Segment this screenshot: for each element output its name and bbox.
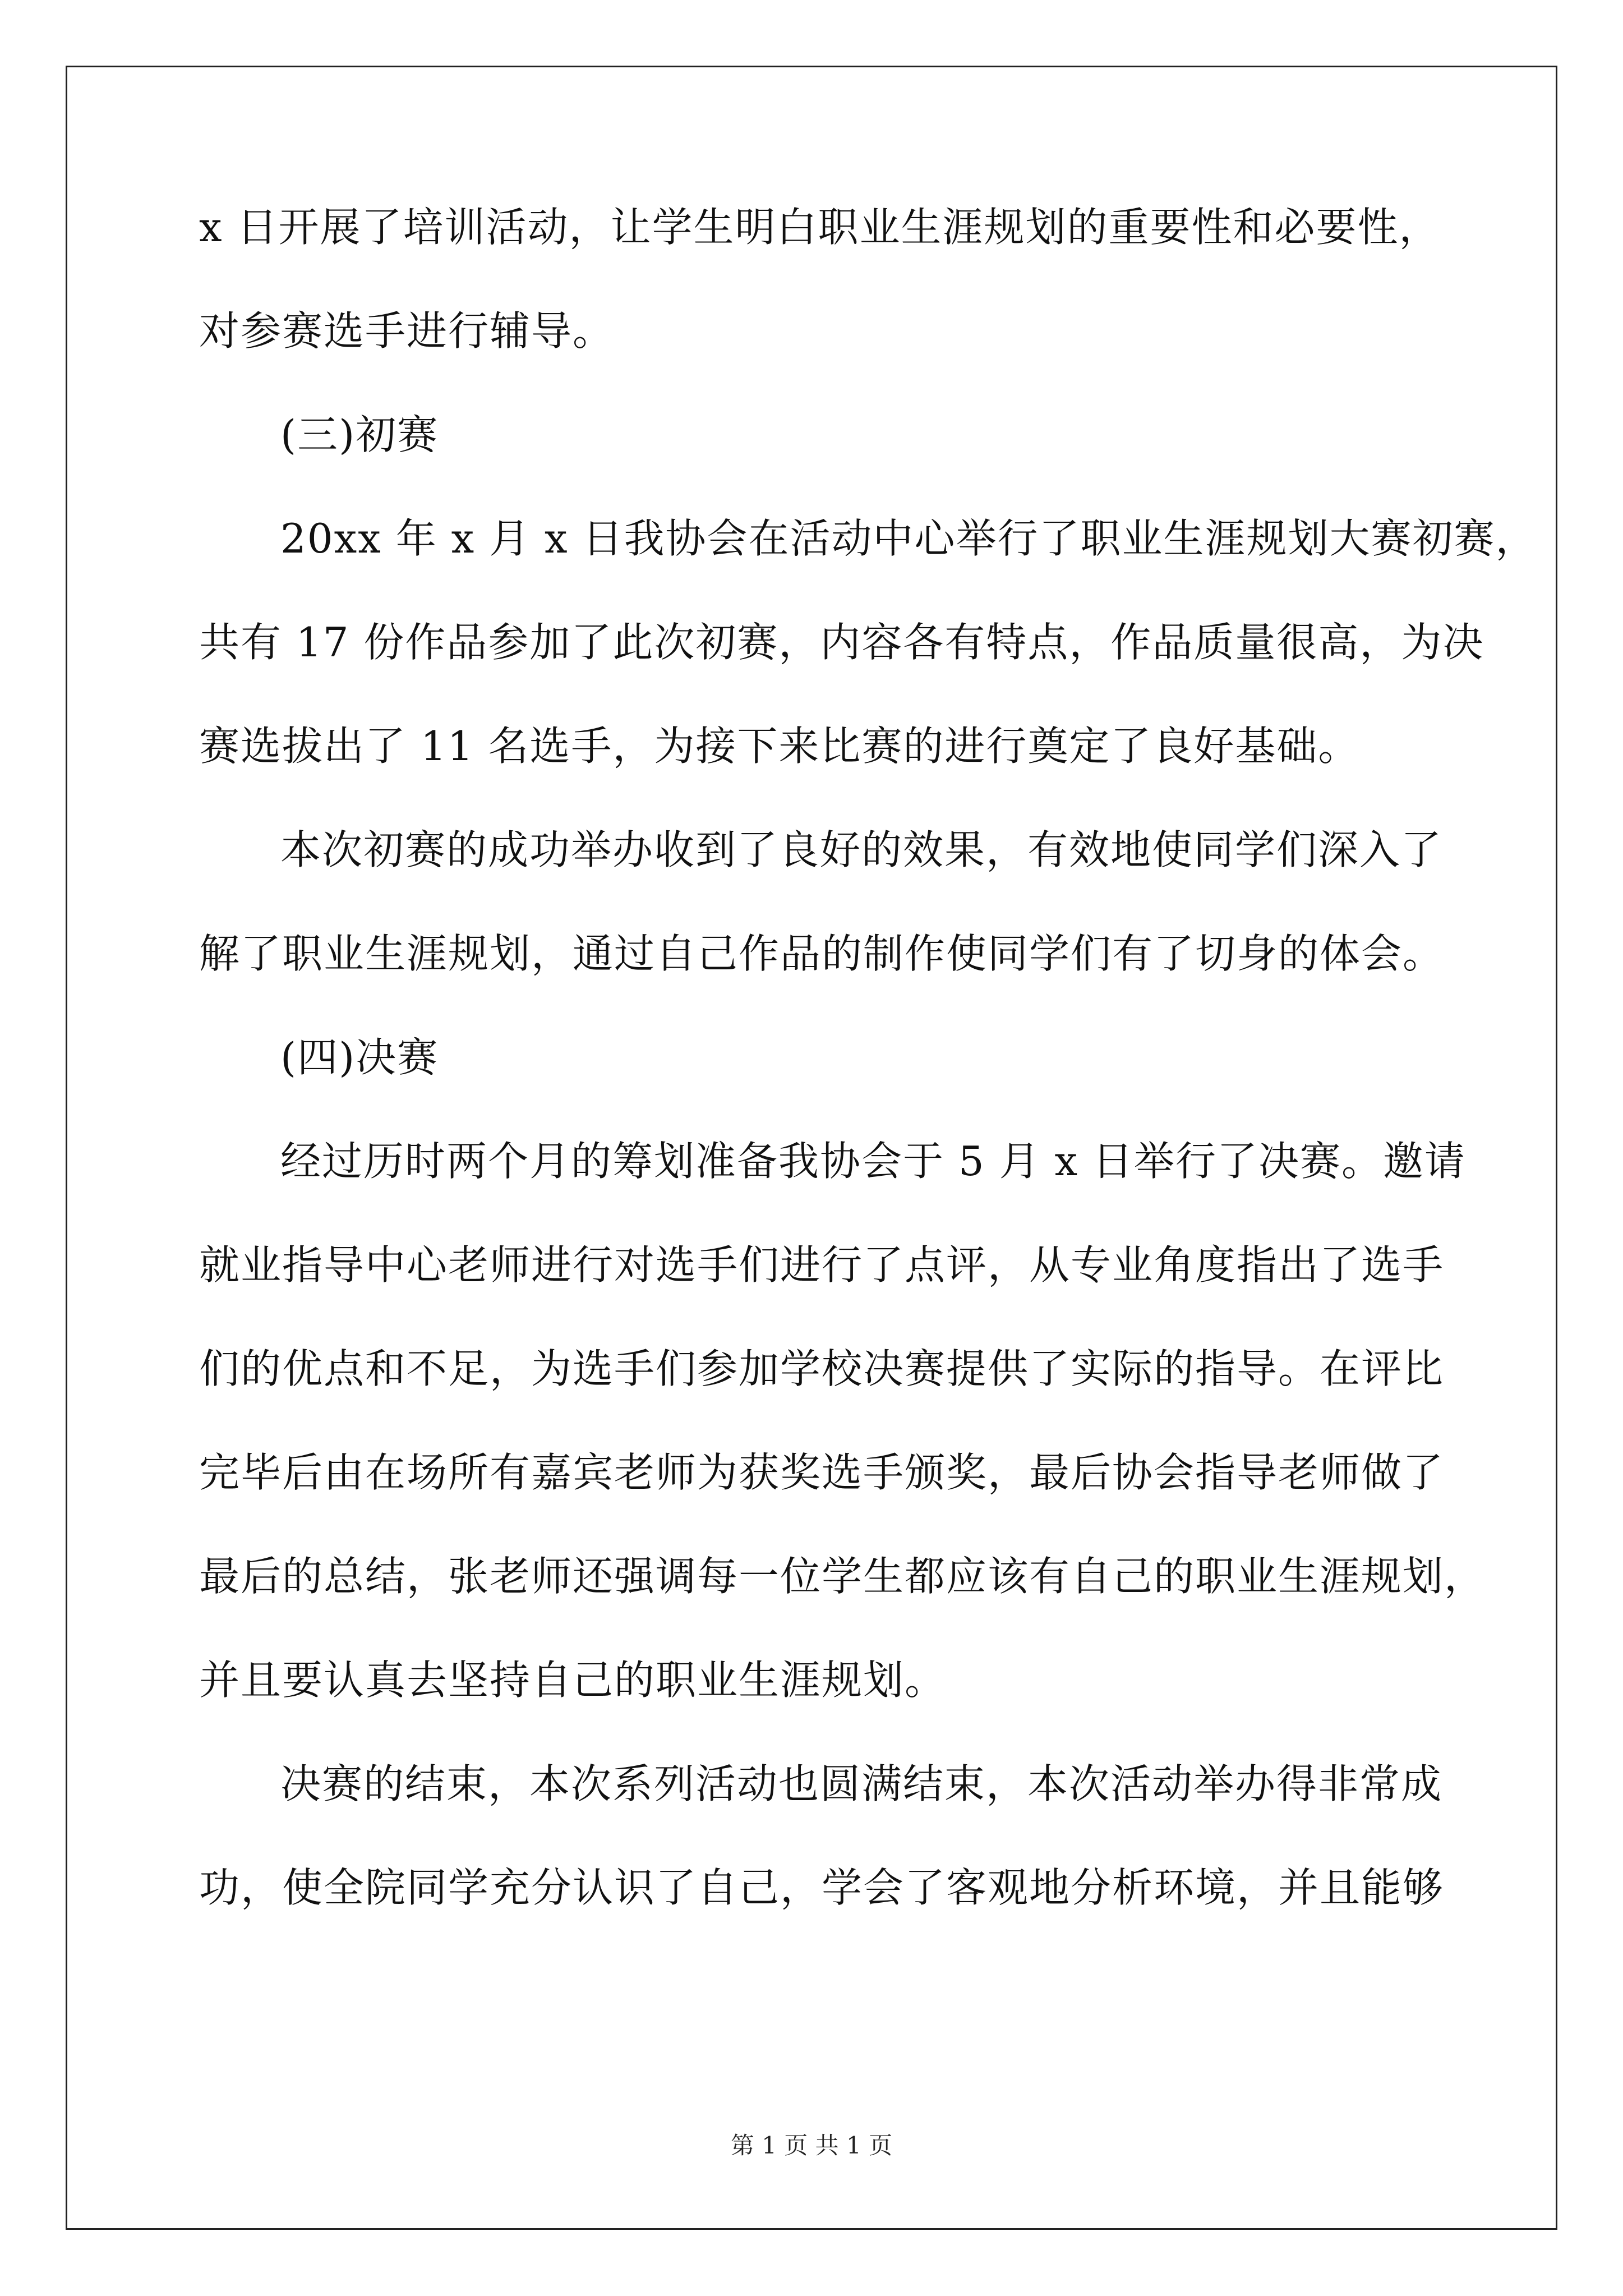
text-line: 20xx 年 x 月 x 日我协会在活动中心举行了职业生涯规划大赛初赛，	[280, 515, 1537, 562]
page-number: 第 1 页 共 1 页	[730, 2132, 893, 2159]
text-line: 共有 17 份作品参加了此次初赛，内容各有特点，作品质量很高，为决	[199, 619, 1484, 666]
text-line: 决赛的结束，本次系列活动也圆满结束，本次活动举办得非常成	[280, 1760, 1443, 1807]
text-line: 解了职业生涯规划，通过自己作品的制作使同学们有了切身的体会。	[199, 930, 1445, 977]
text-line: 就业指导中心老师进行对选手们进行了点评，从专业角度指出了选手	[199, 1241, 1445, 1289]
text-line: 最后的总结，张老师还强调每一位学生都应该有自己的职业生涯规划，	[199, 1553, 1486, 1600]
text-line: 功，使全院同学充分认识了自己，学会了客观地分析环境，并且能够	[199, 1864, 1445, 1911]
section-heading-preliminary: (三)初赛	[280, 411, 439, 458]
section-heading-final: (四)决赛	[280, 1034, 439, 1081]
text-line: 赛选拔出了 11 名选手，为接下来比赛的进行奠定了良好基础。	[199, 723, 1360, 770]
text-line: 对参赛选手进行辅导。	[199, 307, 615, 355]
text-line: 们的优点和不足，为选手们参加学校决赛提供了实际的指导。在评比	[199, 1345, 1445, 1392]
text-line: x 日开展了培训活动，让学生明白职业生涯规划的重要性和必要性，	[199, 204, 1441, 251]
text-line: 经过历时两个月的筹划准备我协会于 5 月 x 日举行了决赛。邀请	[280, 1138, 1466, 1185]
text-line: 本次初赛的成功举办收到了良好的效果，有效地使同学们深入了	[280, 826, 1443, 873]
text-line: 完毕后由在场所有嘉宾老师为获奖选手颁奖，最后协会指导老师做了	[199, 1449, 1445, 1496]
text-line: 并且要认真去坚持自己的职业生涯规划。	[199, 1657, 947, 1704]
